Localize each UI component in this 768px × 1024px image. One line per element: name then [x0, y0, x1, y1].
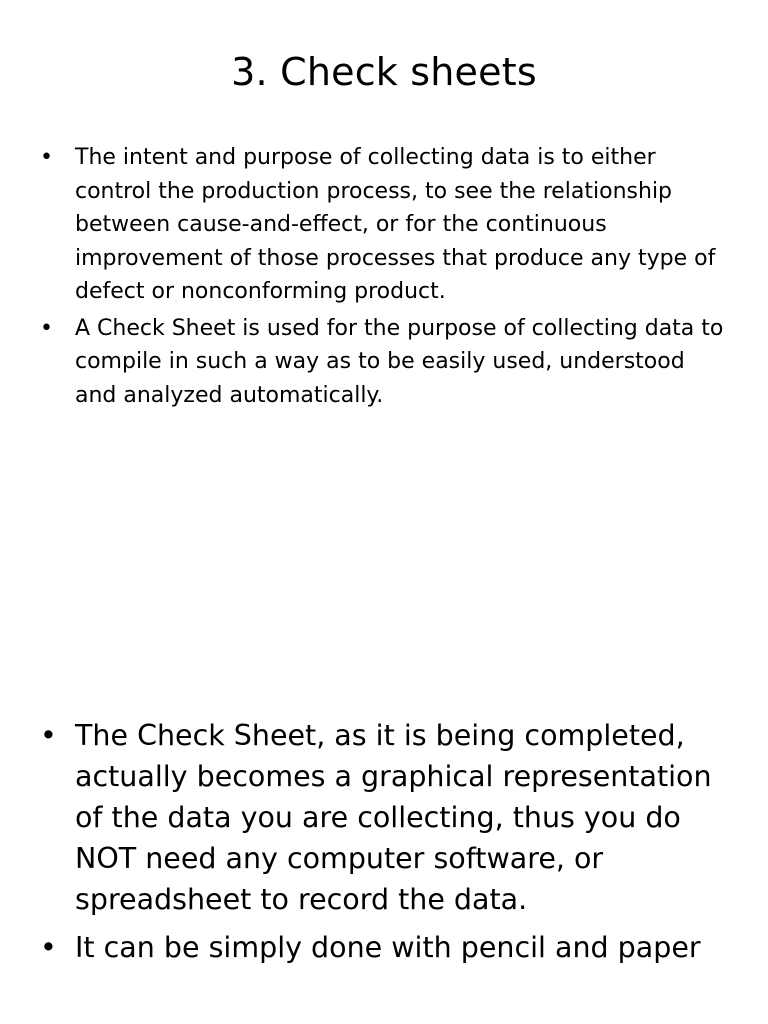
bullet-point-icon: •: [40, 315, 53, 341]
slide-title: 3. Check sheets: [231, 50, 537, 94]
bullet-text: The intent and purpose of collecting data is to either control the production process, to see the relationship between cause-and-effect, or for the continuous improvement of those processes that produce any type of defect or nonconforming product.: [75, 145, 716, 304]
bullet-text: It can be simply done with pencil and paper: [75, 931, 701, 964]
bullet-item: [40, 715, 730, 920]
bottom-bullet-list: [40, 715, 730, 975]
top-bullet-list: [40, 141, 730, 415]
bullet-item: [40, 312, 730, 413]
bullet-point-icon: •: [40, 931, 57, 964]
bullet-point-icon: •: [40, 145, 53, 170]
bullet-text: The Check Sheet, as it is being completed, actually becomes a graphical representation of the data you are collecting, thus you do NOT need any computer software, or spreadsheet to record the data.: [75, 719, 712, 916]
bullet-item: [40, 927, 730, 968]
bullet-point-icon: •: [40, 719, 57, 752]
bullet-item: [40, 141, 730, 309]
bullet-text: A Check Sheet is used for the purpose of collecting data to compile in such a way as to be easily used, understood and analyzed automatically.: [75, 315, 724, 408]
